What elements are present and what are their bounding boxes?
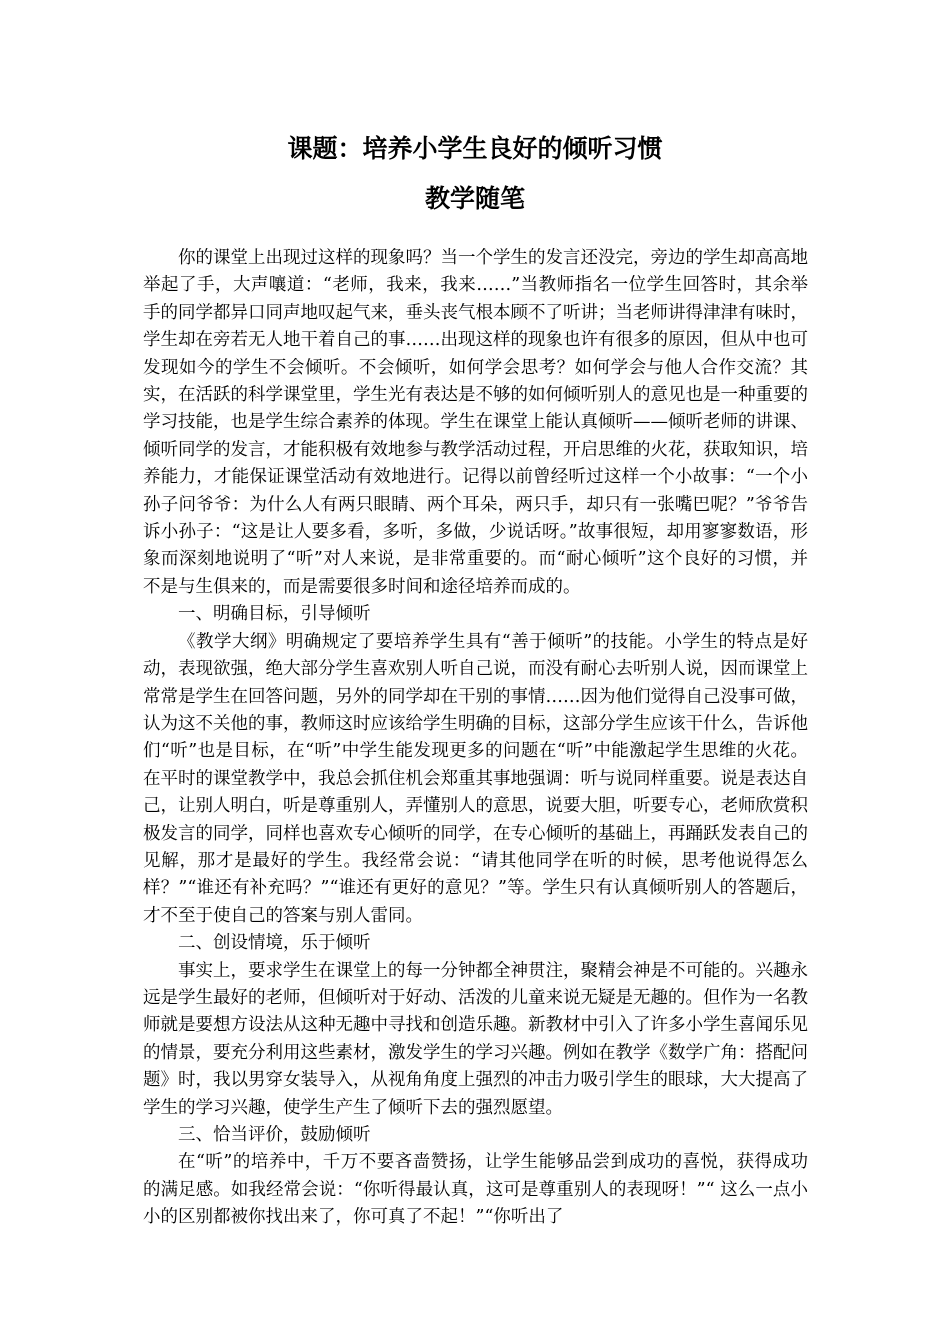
section-heading-3: 三、恰当评价，鼓励倾听 bbox=[178, 1125, 371, 1145]
section-3-paragraph: 在“听”的培养中，千万不要吝啬赞扬，让学生能够品尝到成功的喜悦，获得成功的满足感。如我经常会说：“你听得最认真，这可是尊重别人的表现呀！”“ 这么一点小小的区别都被你找出来了，你可真了不起！”“你听出了 bbox=[143, 1152, 808, 1228]
section-heading-2: 二、创设情境，乐于倾听 bbox=[178, 933, 371, 954]
section-heading-1: 一、明确目标，引导倾听 bbox=[178, 604, 371, 625]
section-1-paragraph: 《教学大纲》明确规定了要培养学生具有“善于倾听”的技能。小学生的特点是好动，表现欲强，绝大部分学生喜欢别人听自己说，而没有耐心去听别人说，因而课堂上常常是学生在回答问题，另外的同学却在干别的事情……因为他们觉得自己没事可做，认为这不关他的事，教师这时应该给学生明确的目标，这部分学生应该干什么，告诉他们“听”也是目标，在“听”中学生能发现更多的问题在“听”中能激起学生思维的火花。在平时的课堂教学中，我总会抓住机会郑重其事地强调：听与说同样重要。说是表达自己，让别人明白，听是尊重别人，弄懂别人的意思，说要大胆，听要专心，老师欣赏积极发言的同学，同样也喜欢专心倾听的同学，在专心倾听的基础上，再踊跃发表自己的见解，那才是最好的学生。我经常会说：“请其他同学在听的时候，思考他说得怎么样？”“谁还有补充吗？”“谁还有更好的意见？”等。学生只有认真倾听别人的答题后，才不至于使自己的答案与别人雷同。 bbox=[143, 631, 808, 926]
document-title: 课题：培养小学生良好的倾听习惯 bbox=[287, 134, 663, 163]
intro-paragraph: 你的课堂上出现过这样的现象吗？当一个学生的发言还没完，旁边的学生却高高地举起了手，大声嚷道：“老师，我来，我来……”当教师指名一位学生回答时，其余举手的同学都异口同声地叹起气来，垂头丧气根本顾不了听讲；当老师讲得津津有味时，学生却在旁若无人地干着自己的事……出现这样的现象也许有很多的原因，但从中也可发现如今的学生不会倾听。不会倾听，如何学会思考？如何学会与他人合作交流？其实，在活跃的科学课堂里，学生光有表达是不够的如何倾听别人的意见也是一种重要的学习技能，也是学生综合素养的体现。学生在课堂上能认真倾听——倾听老师的讲课、倾听同学的发言，才能积极有效地参与教学活动过程，开启思维的火花，获取知识，培养能力，才能保证课堂活动有效地进行。记得以前曾经听过这样一个小故事：“一个小孙子问爷爷：为什么人有两只眼睛、两个耳朵，两只手，却只有一张嘴巴呢？”爷爷告诉小孙子：“这是让人要多看，多听，多做，少说话呀。”故事很短，却用寥寥数语，形象而深刻地说明了“听”对人来说，是非常重要的。而“耐心倾听”这个良好的习惯，并不是与生俱来的，而是需要很多时间和途径培养而成的。 bbox=[143, 248, 808, 597]
section-2-paragraph: 事实上，要求学生在课堂上的每一分钟都全神贯注，聚精会神是不可能的。兴趣永远是学生最好的老师，但倾听对于好动、活泼的儿童来说无疑是无趣的。但作为一名教师就是要想方设法从这种无趣中寻找和创造乐趣。新教材中引入了许多小学生喜闻乐见的情景，要充分利用这些素材，激发学生的学习兴趣。例如在教学《数学广角：搭配问题》时，我以男穿女装导入，从视角角度上强烈的冲击力吸引学生的眼球，大大提高了学生的学习兴趣，使学生产生了倾听下去的强烈愿望。 bbox=[143, 960, 808, 1118]
document-subtitle: 教学随笔 bbox=[424, 184, 525, 213]
document-body bbox=[143, 245, 808, 1232]
